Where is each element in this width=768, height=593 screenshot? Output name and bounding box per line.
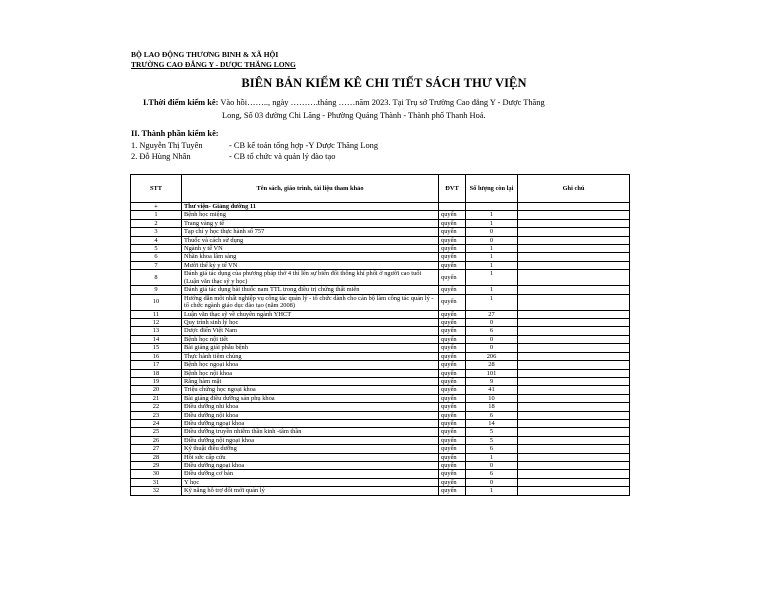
row-note <box>518 228 630 236</box>
row-stt: 7 <box>131 261 182 269</box>
row-note <box>518 403 630 411</box>
row-qty: 28 <box>466 361 518 369</box>
row-qty: 5 <box>466 436 518 444</box>
row-unit: quyển <box>439 361 466 369</box>
row-stt: 6 <box>131 253 182 261</box>
row-qty: 0 <box>466 478 518 486</box>
row-stt: 17 <box>131 361 182 369</box>
row-qty: 0 <box>466 335 518 343</box>
ministry-name: BỘ LAO ĐỘNG THƯƠNG BINH & XÃ HỘI <box>131 50 279 59</box>
row-stt: 27 <box>131 445 182 453</box>
row-qty: 9 <box>466 377 518 385</box>
table-row <box>131 461 630 469</box>
row-name: Kỹ năng hỗ trợ đổi mới quản lý <box>182 487 439 495</box>
row-name: Dược điển Việt Nam <box>182 327 439 335</box>
row-qty: 5 <box>466 428 518 436</box>
row-qty: 18 <box>466 403 518 411</box>
row-unit: quyển <box>439 294 466 310</box>
row-unit: quyển <box>439 470 466 478</box>
row-note <box>518 253 630 261</box>
table-row <box>131 261 630 269</box>
school-name: TRƯỜNG CAO ĐẲNG Y - DƯỢC THĂNG LONG <box>131 60 296 69</box>
table-row <box>131 228 630 236</box>
row-note <box>518 219 630 227</box>
row-note <box>518 335 630 343</box>
row-name: Điều dưỡng nhi khoa <box>182 403 439 411</box>
row-unit: quyển <box>439 253 466 261</box>
row-qty: 101 <box>466 369 518 377</box>
row-qty: 1 <box>466 294 518 310</box>
row-stt: 23 <box>131 411 182 419</box>
member-row <box>131 141 379 150</box>
row-note <box>518 294 630 310</box>
row-name: Quy trình sinh lý học <box>182 319 439 327</box>
row-note <box>518 236 630 244</box>
row-unit: quyển <box>439 445 466 453</box>
row-unit: quyển <box>439 487 466 495</box>
row-note <box>518 261 630 269</box>
row-name: Đánh giá tác dụng bài thuốc nam TTL trong điều trị chứng thất miên <box>182 286 439 294</box>
row-note <box>518 319 630 327</box>
row-unit: quyển <box>439 428 466 436</box>
row-unit: quyển <box>439 236 466 244</box>
row-stt: 29 <box>131 461 182 469</box>
row-name: Thuốc và cách sử dụng <box>182 236 439 244</box>
row-unit: quyển <box>439 270 466 286</box>
table-row <box>131 411 630 419</box>
row-unit: quyển <box>439 327 466 335</box>
table-row <box>131 327 630 335</box>
row-stt: 28 <box>131 453 182 461</box>
row-unit: quyển <box>439 478 466 486</box>
row-stt: 18 <box>131 369 182 377</box>
members-title: II. Thành phần kiểm kê: <box>131 129 219 138</box>
document-title: BIÊN BẢN KIỂM KÊ CHI TIẾT SÁCH THƯ VIỆN <box>241 76 527 90</box>
row-note <box>518 310 630 318</box>
member-row <box>131 152 336 161</box>
row-unit: quyển <box>439 228 466 236</box>
table-row <box>131 419 630 427</box>
table-row <box>131 445 630 453</box>
table-row <box>131 294 630 310</box>
row-stt: 19 <box>131 377 182 385</box>
row-qty: 0 <box>466 344 518 352</box>
row-name: Điều dưỡng cơ bản <box>182 470 439 478</box>
row-stt: 13 <box>131 327 182 335</box>
inventory-time-text: Vào hồi…….., ngày ……….tháng ……năm 2023. Tại Trụ sở Trường Cao đẳng Y - Dược Thăng <box>218 98 545 107</box>
table-row <box>131 403 630 411</box>
row-name: Hồi sức cấp cứu <box>182 453 439 461</box>
row-stt: 3 <box>131 228 182 236</box>
table-row <box>131 428 630 436</box>
member-role: - CB kế toán tổng hợp -Y Dược Thăng Long <box>229 141 379 150</box>
row-name: Bài giảng giải phẫu bệnh <box>182 344 439 352</box>
member-role: - CB tổ chức và quản lý đào tạo <box>229 152 336 161</box>
row-stt: 22 <box>131 403 182 411</box>
row-note <box>518 211 630 219</box>
row-stt: 24 <box>131 419 182 427</box>
table-row <box>131 270 630 286</box>
header-qty: Số lượng còn lại <box>466 175 518 203</box>
row-name: Bệnh học nội tiết <box>182 335 439 343</box>
row-qty: 1 <box>466 487 518 495</box>
row-stt: 20 <box>131 386 182 394</box>
row-stt: 15 <box>131 344 182 352</box>
row-qty: 6 <box>466 411 518 419</box>
table-row <box>131 386 630 394</box>
inventory-time-line-2: Long, Số 03 đường Chi Lăng - Phường Quảng Thành - Thành phố Thanh Hoá. <box>222 111 486 120</box>
table-row <box>131 335 630 343</box>
table-header-row <box>131 175 630 203</box>
row-note <box>518 411 630 419</box>
inventory-table <box>130 174 630 496</box>
table-row <box>131 394 630 402</box>
row-unit: quyển <box>439 319 466 327</box>
row-name: Kỹ thuật điều dưỡng <box>182 445 439 453</box>
row-stt: 31 <box>131 478 182 486</box>
table-row <box>131 211 630 219</box>
table-row <box>131 377 630 385</box>
table-row <box>131 487 630 495</box>
row-qty: 6 <box>466 327 518 335</box>
row-qty: 6 <box>466 445 518 453</box>
row-note <box>518 286 630 294</box>
row-name: Y học <box>182 478 439 486</box>
row-stt: 2 <box>131 219 182 227</box>
row-unit: quyển <box>439 219 466 227</box>
row-stt: 5 <box>131 245 182 253</box>
header-unit: ĐVT <box>439 175 466 203</box>
row-name: Điều dưỡng truyền nhiễm thần kinh -tâm thần <box>182 428 439 436</box>
row-note <box>518 344 630 352</box>
row-stt: 1 <box>131 211 182 219</box>
table-row <box>131 369 630 377</box>
row-note <box>518 428 630 436</box>
row-stt: 21 <box>131 394 182 402</box>
row-note <box>518 487 630 495</box>
row-note <box>518 436 630 444</box>
row-qty: 1 <box>466 253 518 261</box>
row-qty: 14 <box>466 419 518 427</box>
row-name: Triệu chứng học ngoại khoa <box>182 386 439 394</box>
row-stt: 11 <box>131 310 182 318</box>
row-stt: 10 <box>131 294 182 310</box>
table-row <box>131 470 630 478</box>
row-note <box>518 461 630 469</box>
row-note <box>518 369 630 377</box>
row-name: Đánh giá tác dụng của phương pháp thở 4 thì lên sự biến đổi thông khí phổi ở người cao tuổi (Luận văn thạc sỹ y học) <box>182 270 439 286</box>
row-name: Nhãn khoa lâm sàng <box>182 253 439 261</box>
table-row <box>131 236 630 244</box>
row-note <box>518 470 630 478</box>
table-row <box>131 310 630 318</box>
row-name: Điều dưỡng nội khoa <box>182 411 439 419</box>
row-unit: quyển <box>439 245 466 253</box>
header-name: Tên sách, giáo trình, tài liệu tham khảo <box>182 175 439 203</box>
row-name: Bệnh học nội khoa <box>182 369 439 377</box>
table-row <box>131 352 630 360</box>
row-qty: 27 <box>466 310 518 318</box>
row-unit: quyển <box>439 436 466 444</box>
row-unit: quyển <box>439 386 466 394</box>
table-row <box>131 253 630 261</box>
row-stt: 16 <box>131 352 182 360</box>
row-note <box>518 377 630 385</box>
row-note <box>518 327 630 335</box>
row-unit: quyển <box>439 310 466 318</box>
inventory-time-line-1 <box>143 98 545 107</box>
row-qty: 1 <box>466 261 518 269</box>
row-name: Điều dưỡng ngoại khoa <box>182 419 439 427</box>
row-stt: 8 <box>131 270 182 286</box>
row-unit: quyển <box>439 419 466 427</box>
row-stt: 26 <box>131 436 182 444</box>
row-unit: quyển <box>439 394 466 402</box>
member-name: 2. Đỗ Hùng Nhân <box>131 152 191 161</box>
row-unit: quyển <box>439 286 466 294</box>
row-unit: quyển <box>439 411 466 419</box>
row-qty: 41 <box>466 386 518 394</box>
row-name: Bệnh học miệng <box>182 211 439 219</box>
row-name: Luận văn thạc sỹ về chuyên ngành YHCT <box>182 310 439 318</box>
table-row <box>131 453 630 461</box>
row-unit: quyển <box>439 352 466 360</box>
row-note <box>518 419 630 427</box>
row-unit: quyển <box>439 344 466 352</box>
row-stt: 30 <box>131 470 182 478</box>
row-name: Răng hàm mặt <box>182 377 439 385</box>
row-qty: 1 <box>466 286 518 294</box>
row-qty: 0 <box>466 319 518 327</box>
row-stt: 4 <box>131 236 182 244</box>
row-qty: 0 <box>466 228 518 236</box>
row-note <box>518 445 630 453</box>
row-name: Tạp chí y học thực hành số 757 <box>182 228 439 236</box>
row-qty: 1 <box>466 270 518 286</box>
table-row <box>131 478 630 486</box>
table-row <box>131 361 630 369</box>
row-note <box>518 352 630 360</box>
row-unit: quyển <box>439 369 466 377</box>
row-name: Điều dưỡng nội ngoại khoa <box>182 436 439 444</box>
row-name: Hướng dẫn môt nhất nghiệp vụ công tác quản lý - tổ chức dành cho cán bộ làm công tác quản lý - tổ chức ngành giáo dục đào tạo (năm 2008) <box>182 294 439 310</box>
row-name: Bài giảng điều dưỡng sản phụ khoa <box>182 394 439 402</box>
row-name: Bệnh học ngoại khoa <box>182 361 439 369</box>
row-unit: quyển <box>439 461 466 469</box>
row-qty: 0 <box>466 461 518 469</box>
row-note <box>518 361 630 369</box>
row-qty: 1 <box>466 219 518 227</box>
row-stt: 14 <box>131 335 182 343</box>
row-qty: 1 <box>466 245 518 253</box>
row-note <box>518 394 630 402</box>
row-unit: quyển <box>439 261 466 269</box>
table-row <box>131 436 630 444</box>
header-note: Ghi chú <box>518 175 630 203</box>
inventory-time-label: I.Thời điểm kiểm kê: <box>143 98 219 107</box>
row-stt: 32 <box>131 487 182 495</box>
row-name: Điều dưỡng ngoại khoa <box>182 461 439 469</box>
row-note <box>518 245 630 253</box>
table-body <box>131 203 630 496</box>
section-name: Thư viện- Giảng đường 11 <box>182 203 439 211</box>
row-qty: 10 <box>466 394 518 402</box>
row-qty: 206 <box>466 352 518 360</box>
member-name: 1. Nguyễn Thị Tuyên <box>131 141 203 150</box>
table-row <box>131 344 630 352</box>
row-qty: 1 <box>466 211 518 219</box>
table-row <box>131 319 630 327</box>
row-unit: quyển <box>439 335 466 343</box>
row-note <box>518 386 630 394</box>
header-stt: STT <box>131 175 182 203</box>
table-row <box>131 219 630 227</box>
row-note <box>518 453 630 461</box>
row-qty: 0 <box>466 236 518 244</box>
row-stt: 25 <box>131 428 182 436</box>
row-name: Ngành y tế VN <box>182 245 439 253</box>
row-qty: 6 <box>466 470 518 478</box>
row-unit: quyển <box>439 453 466 461</box>
row-unit: quyển <box>439 211 466 219</box>
row-note <box>518 270 630 286</box>
row-name: Trang vàng y tế <box>182 219 439 227</box>
table-row <box>131 245 630 253</box>
section-row <box>131 203 630 211</box>
row-name: Mười thế kỷ y tế VN <box>182 261 439 269</box>
row-name: Thực hành tiêm chủng <box>182 352 439 360</box>
row-stt: 12 <box>131 319 182 327</box>
row-stt: 9 <box>131 286 182 294</box>
row-unit: quyển <box>439 403 466 411</box>
row-note <box>518 478 630 486</box>
row-unit: quyển <box>439 377 466 385</box>
table-row <box>131 286 630 294</box>
row-qty: 1 <box>466 453 518 461</box>
section-stt: + <box>131 203 182 211</box>
